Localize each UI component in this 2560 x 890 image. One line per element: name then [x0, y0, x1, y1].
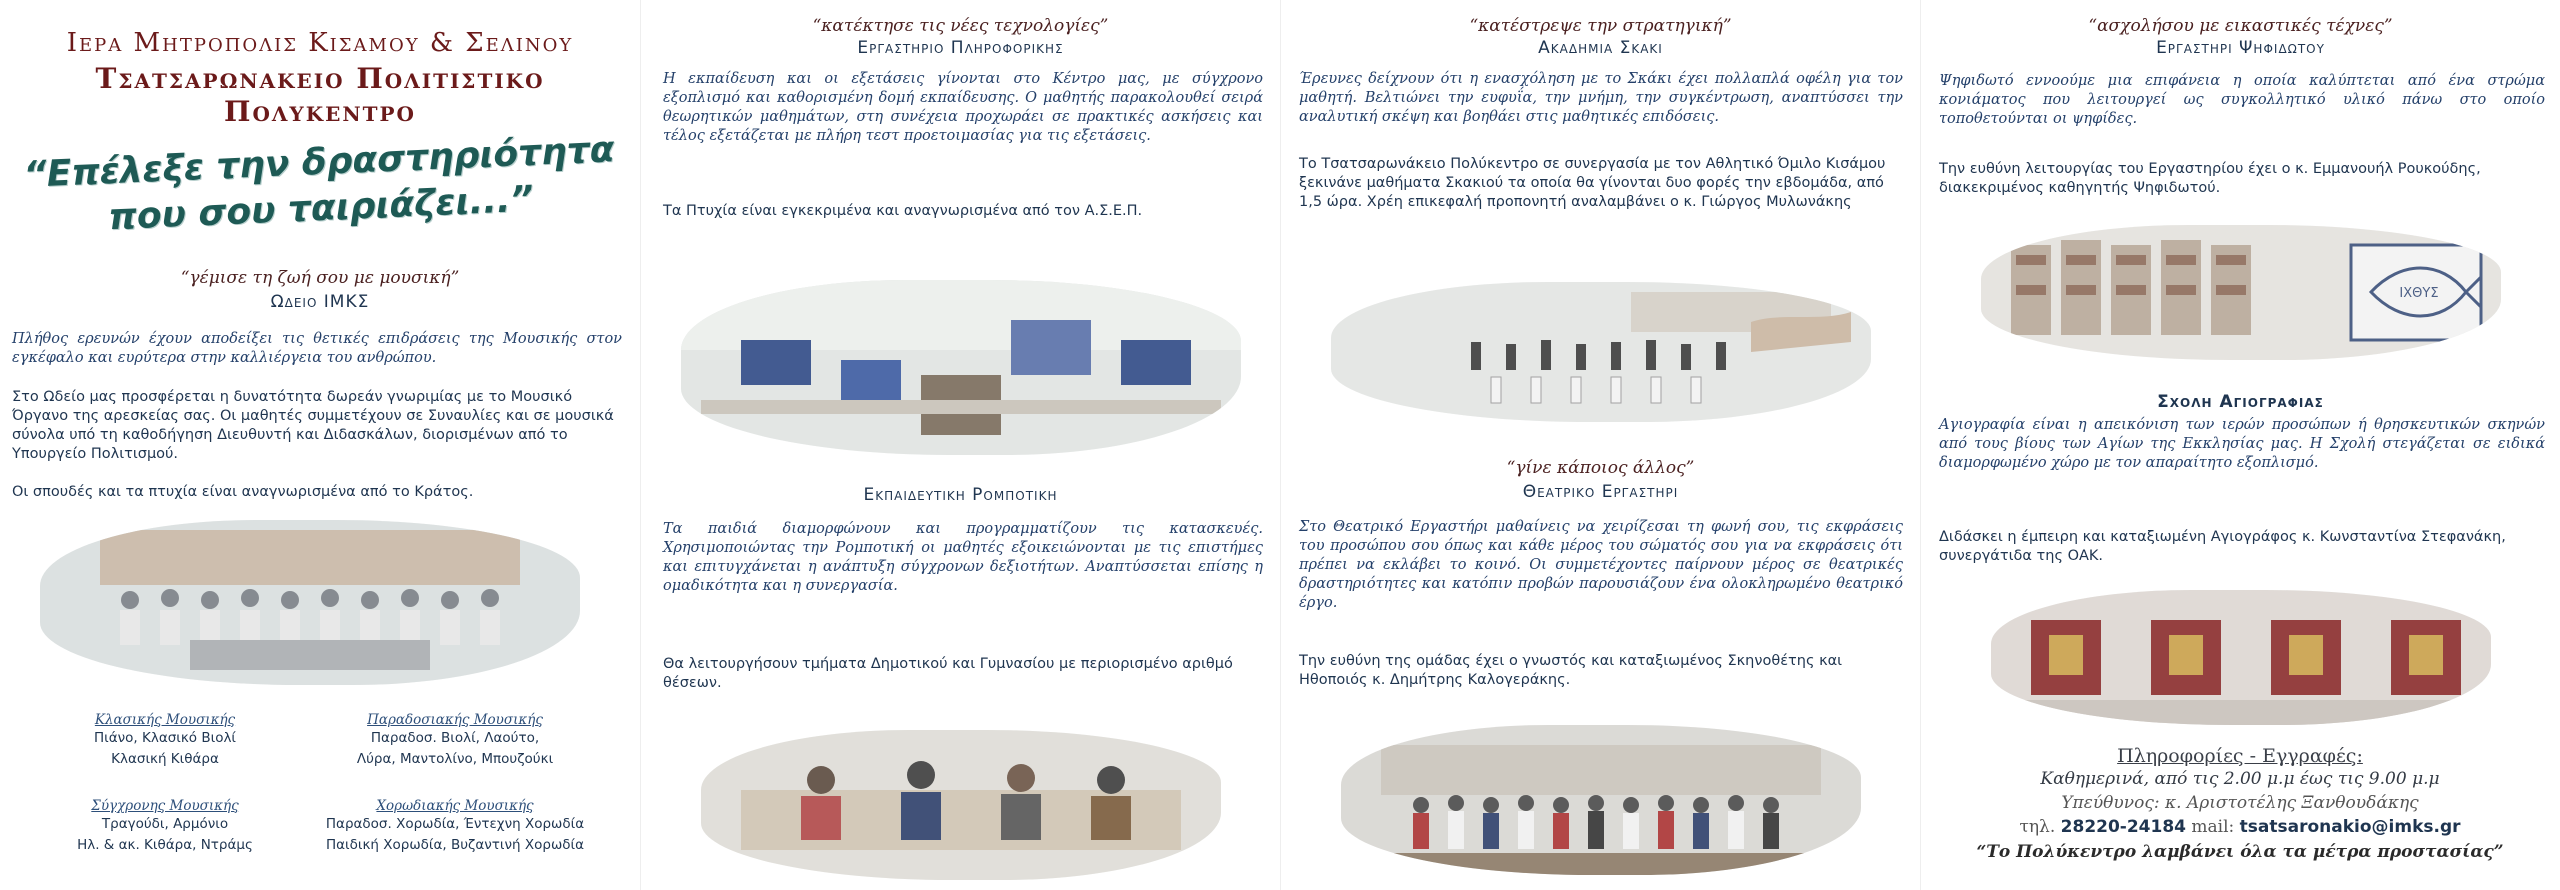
music-group-heading: Παραδοσιακής Μουσικής — [367, 712, 543, 728]
slogan-line2: που σου ταιριάζει...” — [107, 178, 535, 239]
theatre-intro: Στο Θεατρικό Εργαστήρι μαθαίνεις να χειρίζεσαι τη φωνή σου, τις εκφράσεις του προσώπου σου όπως και κάθε μέρος του σώματός σου για να εκφράσεις ότι πρέπει να εκλάβει το κοινό. Οι συμμετέχοντες παίρνουν μέρος σε θεατρικές δραστηριότητες και κατόπιν προβών παρουσιάζουν ένα ολοκληρωμένο θεατρικό έργο. — [1299, 519, 1903, 611]
tel-label: τηλ. — [2019, 817, 2056, 837]
theatre-motto: “γίνε κάποιος άλλος” — [1506, 458, 1695, 478]
odeio-concert-photo — [40, 520, 580, 685]
mail-label: mail: — [2191, 817, 2235, 837]
panel-odeio — [0, 0, 640, 890]
computer-lab-illustration — [681, 280, 1241, 455]
music-group-line: Παραδοσ. Βιολί, Λαούτο, — [370, 730, 540, 746]
robotics-intro: Τα παιδιά διαμορφώνουν και προγραμματίζουν τις κατασκευές. Χρησιμοποιώντας την Ρομποτική οι μαθητές εξοικειώνονται με τις επιστήμες και επιτυγχάνεται η ανάπτυξη σύγχρονων δεξιοτήτων. Αναπτύσσεται επίσης η ομαδικότητα και η συνεργασία. — [663, 521, 1263, 594]
theatre-note: Την ευθύνη της ομάδας έχει ο γνωστός και καταξιωμένος Σκηνοθέτης και Ηθοποιός κ. Δημήτρης Καλογεράκης. — [1299, 653, 1843, 688]
org-name-line2: Τσατσαρωνακειο Πολιτιστικο Πολυκεντρο — [95, 62, 545, 128]
concert-photo-illustration — [40, 520, 580, 685]
chess-intro: Έρευνες δείχνουν ότι η ενασχόληση με το Σκάκι έχει πολλαπλά οφέλη για τον μαθητή. Βελτιώνει την ευφυΐα, την μνήμη, την συγκέντρωση, αναπτύσσει την αναλυτική σκέψη και βοηθάει στις μαθητικές επιδόσεις. — [1299, 71, 1903, 125]
chess-photo — [1331, 282, 1871, 422]
music-group-heading: Κλασικής Μουσικής — [94, 712, 236, 728]
icon-exhibition-photo — [1991, 590, 2491, 725]
chess-title: Ακαδημια Σκακι — [1538, 38, 1663, 58]
computer-lab-photo — [681, 280, 1241, 455]
odeio-note: Οι σπουδές και τα πτυχία είναι αναγνωρισμένα από το Κράτος. — [12, 484, 474, 500]
music-group-line: Παιδική Χορωδία, Βυζαντινή Χορωδία — [326, 837, 584, 853]
panel-informatics-robotics — [640, 0, 1280, 890]
music-group-line: Παραδοσ. Χορωδία, Έντεχνη Χορωδία — [325, 816, 585, 832]
robotics-title: Εκπαιδευτικη Ρομποτικη — [863, 485, 1058, 505]
music-group-line: Λύρα, Μαντολίνο, Μπουζούκι — [356, 751, 554, 767]
odeio-intro: Πλήθος ερευνών έχουν αποδείξει τις θετικές επιδράσεις της Μουσικής στον εγκέφαλο και ευρύτερα στην καλλιέργεια του ανθρώπου. — [12, 331, 622, 366]
theatre-title: Θεατρικο Εργαστηρι — [1522, 482, 1679, 502]
theatre-stage-illustration — [1341, 725, 1861, 875]
icon-exhibition-illustration — [1991, 590, 2491, 725]
informatics-intro: Η εκπαίδευση και οι εξετάσεις γίνονται στο Κέντρο μας, με σύγχρονο εξοπλισμό και καθορισμένη δομή εκπαίδευσης. Ο μαθητής παρακολουθεί σειρά θεωρητικών μαθημάτων, στη συνέχεια προχωράει σε πρακτικές ασκήσεις και τέλος εξετάζεται με πλήρη τεστ προετοιμασίας για τις εξετάσεις. — [663, 71, 1263, 144]
odeio-motto: “γέμισε τη ζωή σου με μουσική” — [180, 268, 460, 288]
mosaic-note: Την ευθύνη λειτουργίας του Εργαστηρίου έχει ο κ. Εμμανουήλ Ρουκούδης, διακεκριμένος καθηγητής Ψηφιδωτού. — [1939, 161, 2481, 196]
robotics-class-illustration — [701, 730, 1221, 880]
odeio-body: Στο Ωδείο μας προσφέρεται η δυνατότητα δωρεάν γνωριμίας με το Μουσικό Όργανο της αρεσκείας σας. Οι μαθητές συμμετέχουν σε Συναυλίες και σε μουσικά σύνολα υπό τη καθοδήγηση Διευθυντή και Διδασκάλων, διορισμένων από το Υπουργείο Πολιτισμού. — [12, 389, 614, 462]
info-title: Πληροφορίες - Εγγραφές: — [2117, 745, 2363, 767]
music-group-heading: Χορωδιακής Μουσικής — [376, 798, 534, 814]
music-group-choral — [310, 798, 600, 856]
iconography-title: Σχολη Αγιογραφιας — [2157, 392, 2324, 412]
informatics-note: Τα Πτυχία είναι εγκεκριμένα και αναγνωρισμένα από τον Α.Σ.Ε.Π. — [663, 203, 1143, 219]
music-group-line: Πιάνο, Κλασικό Βιολί — [93, 730, 237, 746]
music-group-traditional — [310, 712, 600, 770]
panel-chess-theatre — [1280, 0, 1920, 890]
music-group-line: Τραγούδι, Αρμόνιο — [101, 816, 229, 832]
mail-address[interactable]: tsatsaronakio@imks.gr — [2239, 817, 2461, 837]
music-group-heading: Σύγχρονης Μουσικής — [91, 798, 239, 814]
informatics-motto: “κατέκτησε τις νέες τεχνολογίες” — [812, 16, 1109, 36]
odeio-title: Ωδειο ΙΜΚΣ — [270, 292, 370, 312]
music-group-classical — [20, 712, 310, 770]
tel-number[interactable]: 28220-24184 — [2060, 817, 2186, 837]
mosaic-title: Εργαστηρι Ψηφιδωτου — [2156, 38, 2325, 58]
chess-illustration — [1331, 282, 1871, 422]
informatics-title: Εργαστηριο Πληροφορικης — [857, 38, 1064, 58]
mosaic-workshop-photo — [1981, 225, 2501, 360]
chess-motto: “κατέστρεψε την στρατηγική” — [1469, 16, 1732, 36]
mosaic-intro: Ψηφιδωτό εννοούμε μια επιφάνεια η οποία καλύπτεται από ένα στρώμα κονιάματος που λειτουργεί ως συγκολλητικό υλικό πάνω στο οποίο τοποθετούνται οι ψηφίδες. — [1939, 73, 2545, 127]
info-contact — [1920, 815, 2560, 839]
slogan-line1: “Επέλεξε την δραστηριότητα — [22, 129, 616, 196]
robotics-class-photo — [701, 730, 1221, 880]
iconography-note: Διδάσκει η έμπειρη και καταξιωμένη Αγιογράφος κ. Κωνσταντίνα Στεφανάκη, συνεργάτιδα της ΟΑΚ. — [1939, 529, 2506, 564]
slogan — [8, 127, 631, 246]
mosaic-workshop-illustration — [1981, 225, 2501, 360]
iconography-intro: Αγιογραφία είναι η απεικόνιση των ιερών προσώπων ή θρησκευτικών σκηνών από τους βίους των Αγίων της Εκκλησίας μας. Η Σχολή στεγάζεται σε ειδικά διαμορφωμένο χώρο με τον απαραίτητο εξοπλισμό. — [1939, 417, 2545, 471]
robotics-note: Θα λειτουργήσουν τμήματα Δημοτικού και Γυμνασίου με περιορισμένο αριθμό θέσεων. — [663, 656, 1233, 691]
org-name-line1: Ιερα Μητροπολις Κισαμου & Σελινου — [66, 28, 574, 58]
chess-body: Το Τσατσαρωνάκειο Πολύκεντρο σε συνεργασία με τον Αθλητικό Όμιλο Κισάμου ξεκινάνε μαθήματα Σκακιού τα οποία θα γίνονται δυο φορές την εβδομάδα, από 1,5 ώρα. Χρέη επικεφαλή προπονητή αναλαμβάνει ο κ. Γιώργος Μυλωνάκης — [1299, 156, 1886, 210]
music-group-line: Ηλ. & ακ. Κιθάρα, Ντράμς — [77, 837, 253, 853]
theatre-stage-photo — [1341, 725, 1861, 875]
music-group-line: Κλασική Κιθάρα — [111, 751, 219, 767]
info-block — [1920, 745, 2560, 865]
info-hours: Καθημερινά, από τις 2.00 μ.μ έως τις 9.00 μ.μ — [2040, 769, 2440, 789]
info-responsible: Υπεύθυνος: κ. Αριστοτέλης Ξανθουδάκης — [2061, 793, 2419, 813]
music-group-modern — [20, 798, 310, 856]
ichthys-sign-text: ΙΧΘΥΣ — [2399, 286, 2439, 301]
info-footer: “Το Πολύκεντρο λαμβάνει όλα τα μέτρα προστασίας” — [1976, 842, 2504, 862]
mosaic-motto: “ασχολήσου με εικαστικές τέχνες” — [2088, 16, 2393, 36]
